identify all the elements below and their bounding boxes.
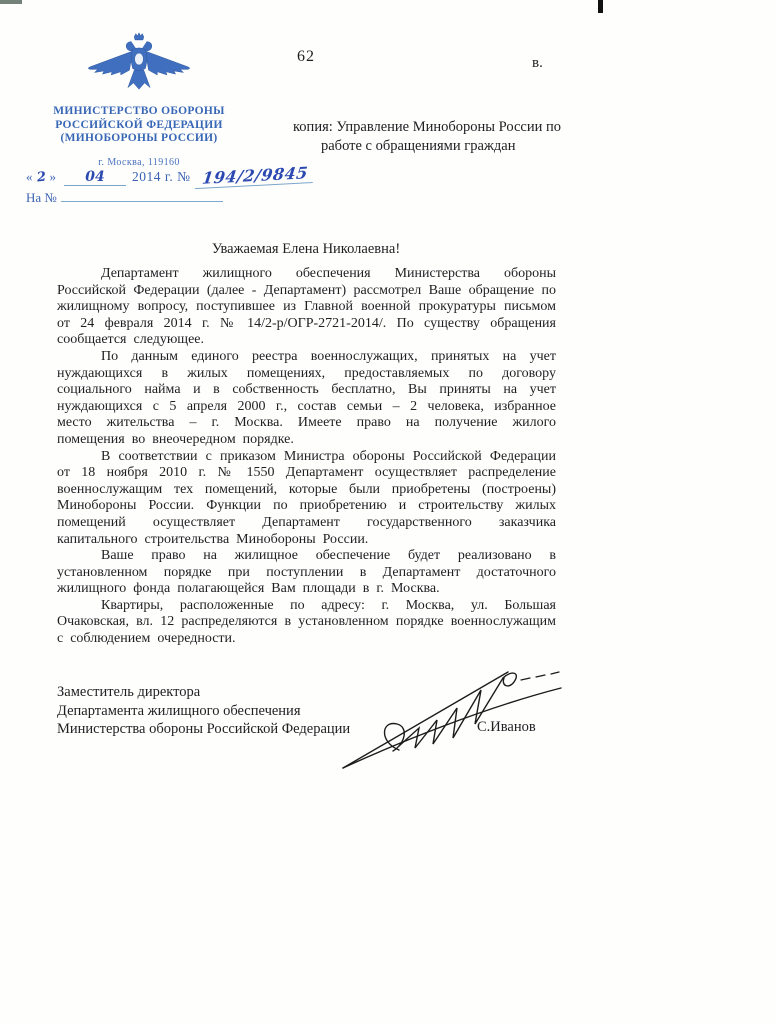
scan-artifact-top-left xyxy=(0,0,22,4)
signatory-title-line1: Заместитель директора xyxy=(57,684,201,700)
paragraph-1: Департамент жилищного обеспечения Министерства обороны Российской Федерации (далее - Департамент) рассмотрел Ваше обращение по жилищному вопросу, поступившее из Главной военной прокуратуры письмом от 24 февраля 2014 г. № 14/2-р/ОГР-2721-2014/. По существу обращения сообщается следующее. xyxy=(57,266,556,348)
copy-note xyxy=(293,118,583,156)
signatory-title-block xyxy=(57,683,350,739)
copy-note-line1: копия: Управление Минобороны России по xyxy=(293,119,562,135)
copy-note-line2: работе с обращениями граждан xyxy=(321,138,516,154)
paragraph-3: В соответствии с приказом Министра обороны Российской Федерации от 18 ноября 2010 г. № 1550 Департамент осуществляет распределение военнослужащим тех помещений, которые были приобретены (построены) Минобороны России. Функции по приобретению и строительству жилых помещений осуществляет Департамент государственного заказчика капитального строительства Минобороны России. xyxy=(57,448,556,547)
salutation: Уважаемая Елена Николаевна! xyxy=(211,241,401,257)
org-name-line2: РОССИЙСКОЙ ФЕДЕРАЦИИ xyxy=(55,118,223,131)
handwritten-signature-icon xyxy=(333,650,573,775)
scan-artifact-top-right xyxy=(598,0,603,13)
signatory-name: С.Иванов xyxy=(477,719,536,735)
day-quote-close: » xyxy=(49,169,57,184)
year-number-label: 2014 г. № xyxy=(132,169,191,184)
reference-line xyxy=(26,190,223,206)
handwritten-month: 04 xyxy=(64,169,126,186)
signatory-title-line3: Министерства обороны Российской Федерации xyxy=(57,721,351,738)
org-name-line1: МИНИСТЕРСТВО ОБОРОНЫ xyxy=(53,105,225,117)
org-name-line3: (МИНОБОРОНЫ РОССИИ) xyxy=(60,132,218,144)
date-number-line xyxy=(26,163,326,188)
handwritten-day: 2 xyxy=(35,169,47,186)
paragraph-2: По данным единого реестра военнослужащих, принятых на учет нуждающихся в жилых помещениях, предоставляемых по договору социального найма и в собственность бесплатно, Вы приняты на учет нуждающихся с 5 апреля 2000 г., состав семьи – 2 человека, избранное место жительства – г. Москва. Имеете право на получение жилого помещения во внеочередном порядке. xyxy=(57,348,556,447)
letterhead xyxy=(30,32,248,168)
letter-body xyxy=(57,266,556,648)
mod-russia-eagle-icon xyxy=(83,32,195,99)
paragraph-4: Ваше право на жилищное обеспечение будет реализовано в установленном порядке при поступлении в Департамент достаточного жилищного фонда полагающейся Вам площади в г. Москва. xyxy=(57,548,556,597)
signatory-title-line2: Департамента жилищного обеспечения xyxy=(57,702,301,719)
corner-mark: в. xyxy=(532,55,543,71)
day-quote-open: « xyxy=(26,169,33,184)
reference-label: На № xyxy=(26,190,57,205)
reference-blank-underline xyxy=(61,190,223,202)
org-address: г. Москва, 119160 xyxy=(98,156,180,168)
handwritten-doc-number: 194/2/9845 xyxy=(194,163,314,189)
page-number: 62 xyxy=(297,48,315,65)
paragraph-5: Квартиры, расположенные по адресу: г. Москва, ул. Большая Очаковская, вл. 12 распределяются в установленном порядке военнослужащим с соблюдением очередности. xyxy=(57,597,556,647)
